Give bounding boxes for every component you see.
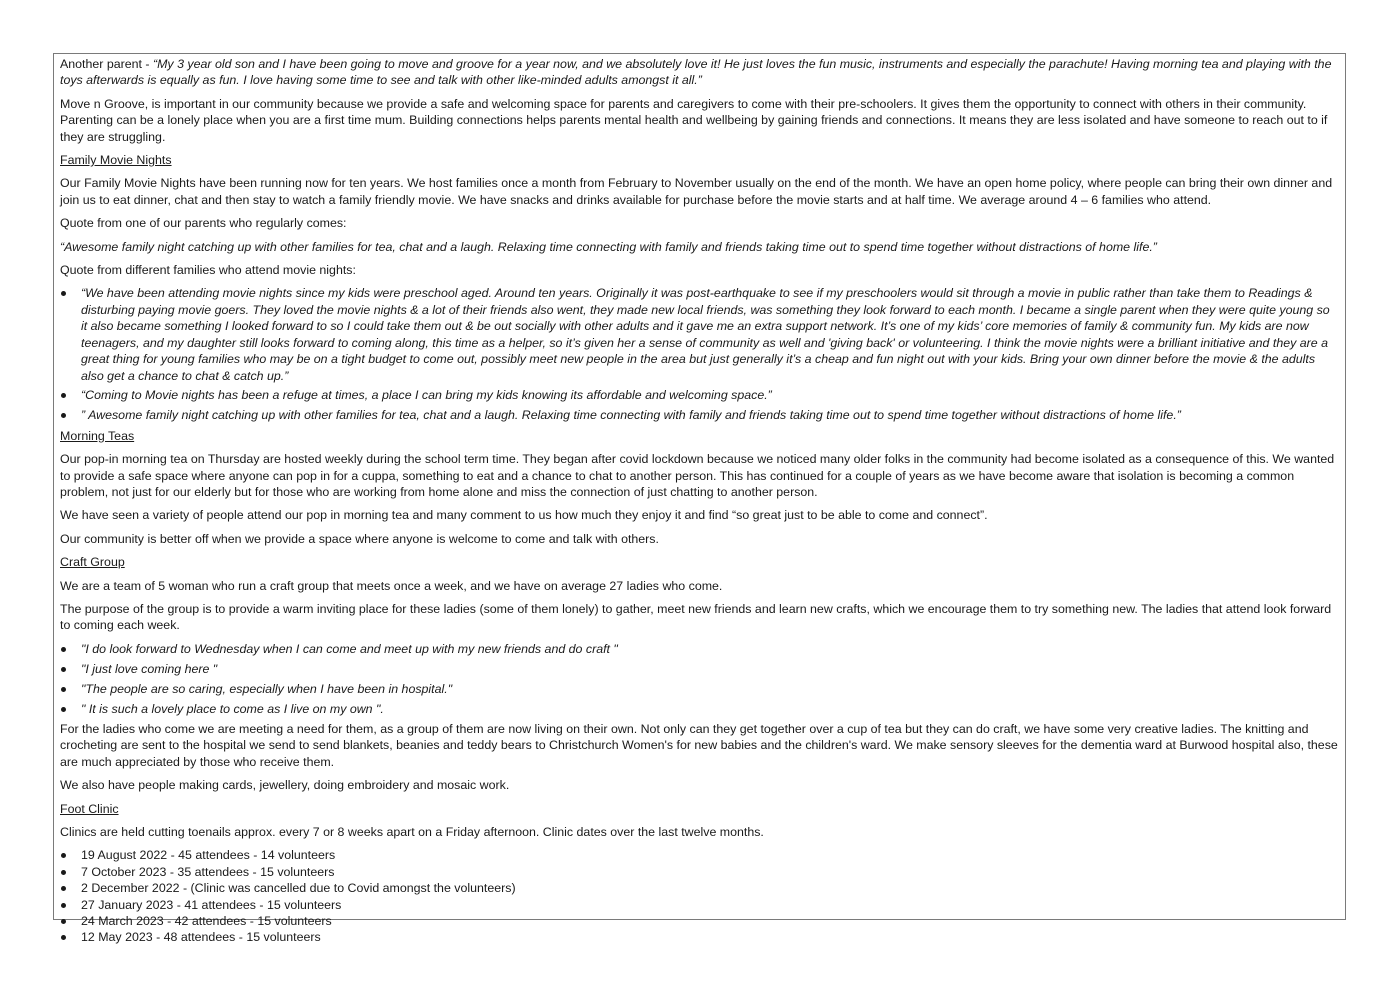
foot-clinic-heading: Foot Clinic (60, 801, 119, 816)
craft-group-quote-list (60, 641, 1339, 717)
craft-group-other: We also have people making cards, jewellery, doing embroidery and mosaic work. (60, 778, 510, 793)
list-item: 12 May 2023 - 48 attendees - 15 volunteers (60, 929, 1339, 945)
morning-teas-heading: Morning Teas (60, 428, 135, 443)
list-item: 19 August 2022 - 45 attendees - 14 volunteers (60, 847, 1339, 863)
parent-quote: “My 3 year old son and I have been going to move and groove for a year now, and we absolutely love it! He just loves the fun music, instruments and especially the parachute! Having morning tea and playing with the toys afterwards is equally as fun. I love having some time to see and talk with other like-minded adults amongst it all.” (60, 57, 1332, 88)
movie-nights-quote-list (60, 285, 1339, 423)
craft-group-heading: Craft Group (60, 555, 125, 570)
morning-teas-description: Our pop-in morning tea on Thursday are hosted weekly during the school term time. They began after covid lockdown because we noticed many older folks in the community had become isolated as a consequence of this. We wanted to provide a safe space where anyone can pop in for a cuppa, something to eat and a chance to chat to another person. This has continued for a couple of years as we have become aware that isolation is becoming a common problem, not just for our elderly but for those who are working from home alone and miss the connection of just chatting to another person. (60, 452, 1335, 499)
move-groove-paragraph: Move n Groove, is important in our community because we provide a safe and welcoming space for parents and caregivers to come with their pre-schoolers. It gives them the opportunity to connect with others in their community. Parenting can be a lonely place when you are a first time mum. Building connections helps parents mental health and wellbeing by gaining friends and connections. It means they are less isolated and have someone to reach out to if they are struggling. (60, 96, 1328, 144)
list-item: 7 October 2023 - 35 attendees - 15 volunteers (60, 864, 1339, 880)
document-page (53, 53, 1346, 945)
list-item: 24 March 2023 - 42 attendees - 15 volunteers (60, 913, 1339, 929)
list-item: " It is such a lovely place to come as I live on my own ". (60, 701, 1339, 717)
craft-group-team: We are a team of 5 woman who run a craft group that meets once a week, and we have on average 27 ladies who come. (60, 578, 723, 593)
foot-clinic-description: Clinics are held cutting toenails approx. every 7 or 8 weeks apart on a Friday afternoon. Clinic dates over the last twelve months. (60, 824, 764, 839)
movie-nights-description: Our Family Movie Nights have been running now for ten years. We host families once a month from February to November usually on the end of the month. We have an open home policy, where people can bring their own dinner and join us to eat dinner, chat and then stay to watch a family friendly movie. We have snacks and drinks available for purchase before the movie starts and at half time. We average around 4 – 6 families who attend. (60, 176, 1333, 207)
morning-teas-community: Our community is better off when we provide a space where anyone is welcome to come and talk with others. (60, 531, 659, 546)
movie-nights-quote: “Awesome family night catching up with other families for tea, chat and a laugh. Relaxing time connecting with family and friends taking time out to spend time together without distractions of home life.” (60, 239, 1157, 254)
list-item: "I just love coming here " (60, 661, 1339, 677)
list-item: “Coming to Movie nights has been a refuge at times, a place I can bring my kids knowing its affordable and welcoming space.” (60, 387, 1339, 403)
craft-group-purpose: The purpose of the group is to provide a warm inviting place for these ladies (some of them lonely) to gather, meet new friends and learn new crafts, which we encourage them to try something new. The ladies that attend look forward to coming each week. (60, 601, 1332, 633)
list-item: "I do look forward to Wednesday when I can come and meet up with my new friends and do craft " (60, 641, 1339, 657)
movie-nights-heading: Family Movie Nights (60, 153, 172, 168)
list-item: 2 December 2022 - (Clinic was cancelled due to Covid amongst the volunteers) (60, 880, 1339, 896)
morning-teas-comments: We have seen a variety of people attend our pop in morning tea and many comment to us how much they enjoy it and find “so great just to be able to come and connect”. (60, 508, 988, 523)
list-item: ” Awesome family night catching up with other families for tea, chat and a laugh. Relaxing time connecting with family and friends taking time out to spend time together without distractions of home life.” (60, 407, 1339, 423)
craft-group-need: For the ladies who come we are meeting a need for them, as a group of them are now living on their own. Not only can they get together over a cup of tea but they can do craft, we have some very creative ladies. The knitting and crocheting are sent to the hospital we send to send blankets, beanies and teddy bears to Christchurch Women's for new babies and the children's ward. We make sensory sleeves for the dementia ward at Burwood hospital also, these are much appreciated by those who receive them. (60, 721, 1338, 769)
movie-nights-quote-intro: Quote from one of our parents who regularly comes: (60, 216, 347, 231)
list-item: “We have been attending movie nights since my kids were preschool aged. Around ten years. Originally it was post-earthquake to see if my preschoolers would sit through a movie in public rather than take them to Readings & disturbing paying movie goers. They loved the movie nights & a lot of their friends also went, they made new local friends, was something they look forward to each month. I became a single parent when they were quite young so it also became something I looked forward to so I could take them out & be out socially with other adults and it gave me an extra support network. It’s one of my kids’ core memories of family & community fun. My kids are now teenagers, and my daughter still looks forward to coming along, this time as a helper, so it’s given her a sense of community as well and 'giving back' or volunteering. I think the movie nights were a brilliant initiative and they are a great thing for young families who may be on a tight budget to come out, possibly meet new people in the area but just generally it’s a cheap and fun night out with your kids. Bring your own dinner before the movie & the adults also get a chance to chat & catch up.” (60, 285, 1339, 383)
parent-label: Another parent - (60, 57, 153, 71)
parent-quote-paragraph (60, 56, 1339, 89)
movie-nights-families-intro: Quote from different families who attend movie nights: (60, 263, 356, 278)
list-item: 27 January 2023 - 41 attendees - 15 volunteers (60, 897, 1339, 913)
list-item: "The people are so caring, especially when I have been in hospital." (60, 681, 1339, 697)
foot-clinic-dates-list (60, 847, 1339, 945)
